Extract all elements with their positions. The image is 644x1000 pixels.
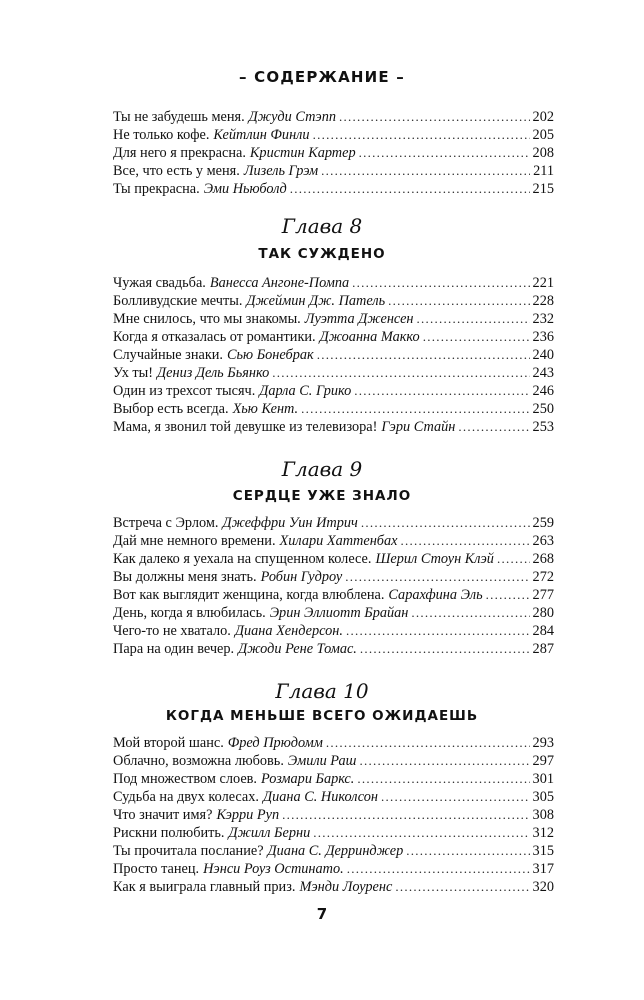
entry-page: 305 <box>532 789 554 805</box>
toc-entry <box>113 841 554 861</box>
entry-page: 301 <box>532 771 554 787</box>
entry-page: 228 <box>532 293 554 309</box>
toc-entry <box>113 273 554 293</box>
entry-title: Как далеко я уехала на спущенном колесе. <box>113 551 372 567</box>
toc-entry <box>113 733 554 753</box>
entry-page: 284 <box>532 623 554 639</box>
dot-leader <box>401 531 530 551</box>
dot-leader <box>352 273 529 293</box>
entry-page: 280 <box>532 605 554 621</box>
entry-title: Ты прекрасна. <box>113 181 200 197</box>
entry-page: 250 <box>532 401 554 417</box>
page-title: – СОДЕРЖАНИЕ – <box>239 68 405 86</box>
entry-title: Судьба на двух колесах. <box>113 789 259 805</box>
entry-page: 243 <box>532 365 554 381</box>
entry-author: Дениз Дель Бьянко <box>157 365 270 381</box>
entry-title: Чужая свадьба. <box>113 275 206 291</box>
entry-author: Луэтта Дженсен <box>304 311 414 327</box>
entry-author: Джилл Берни <box>228 825 311 841</box>
entry-title: Все, что есть у меня. <box>113 163 240 179</box>
entry-title: Вы должны меня знать. <box>113 569 257 585</box>
entry-author: Джоанна Макко <box>319 329 420 345</box>
entry-title: Ух ты! <box>113 365 154 381</box>
dot-leader <box>423 327 530 347</box>
toc-entry <box>113 805 554 825</box>
dot-leader <box>395 877 529 897</box>
toc-entry <box>113 345 554 365</box>
entry-author: Сарахфина Эль <box>388 587 483 603</box>
toc-entry <box>113 291 554 311</box>
entry-author: Джеймин Дж. Патель <box>246 293 386 309</box>
chapter-label: Глава 9 <box>281 457 363 481</box>
entry-title: Один из трехсот тысяч. <box>113 383 256 399</box>
dot-leader <box>326 733 530 753</box>
entry-page: 277 <box>532 587 554 603</box>
dot-leader <box>321 161 530 181</box>
entry-title: Ты не забудешь меня. <box>113 109 245 125</box>
toc-entry <box>113 179 554 199</box>
entry-author: Сью Бонебрак <box>227 347 314 363</box>
dot-leader <box>290 179 530 199</box>
toc-entry <box>113 309 554 329</box>
dot-leader <box>301 399 529 419</box>
dot-leader <box>339 107 530 127</box>
entry-author: Эрин Эллиотт Брайан <box>269 605 409 621</box>
entry-author: Гэри Стайн <box>381 419 456 435</box>
toc-entry <box>113 585 554 605</box>
entry-title: Что значит имя? <box>113 807 213 823</box>
chapter-label: Глава 10 <box>275 679 369 703</box>
entry-page: 287 <box>532 641 554 657</box>
entry-page: 293 <box>532 735 554 751</box>
entry-author: Ванесса Ангоне-Помпа <box>209 275 350 291</box>
dot-leader <box>417 309 530 329</box>
dot-leader <box>359 143 530 163</box>
dot-leader <box>313 125 530 145</box>
entry-page: 320 <box>532 879 554 895</box>
toc-entry <box>113 531 554 551</box>
entry-author: Шерил Стоун Клэй <box>375 551 494 567</box>
entry-title: День, когда я влюбилась. <box>113 605 266 621</box>
entry-title: Когда я отказалась от романтики. <box>113 329 316 345</box>
dot-leader <box>361 513 530 533</box>
entry-author: Джоди Рене Томас. <box>238 641 357 657</box>
entry-page: 268 <box>532 551 554 567</box>
chapter-title: КОГДА МЕНЬШЕ ВСЕГО ОЖИДАЕШЬ <box>165 708 479 724</box>
entry-page: 208 <box>532 145 554 161</box>
toc-entry <box>113 327 554 347</box>
entry-title: Мама, я звонил той девушке из телевизора! <box>113 419 378 435</box>
entry-page: 232 <box>532 311 554 327</box>
entry-page: 221 <box>532 275 554 291</box>
entry-title: Дай мне немного времени. <box>113 533 276 549</box>
dot-leader <box>282 805 529 825</box>
entry-page: 259 <box>532 515 554 531</box>
dot-leader <box>272 363 529 383</box>
toc-entry <box>113 769 554 789</box>
entry-title: Облачно, возможна любовь. <box>113 753 284 769</box>
entry-page: 308 <box>532 807 554 823</box>
dot-leader <box>317 345 530 365</box>
entry-page: 236 <box>532 329 554 345</box>
entry-title: Ты прочитала послание? <box>113 843 264 859</box>
toc-entry <box>113 125 554 145</box>
entry-title: Как я выиграла главный приз. <box>113 879 296 895</box>
entry-page: 312 <box>532 825 554 841</box>
entry-page: 263 <box>532 533 554 549</box>
entry-page: 315 <box>532 843 554 859</box>
entry-title: Просто танец. <box>113 861 200 877</box>
entry-title: Для него я прекрасна. <box>113 145 246 161</box>
entry-author: Диана С. Николсон <box>263 789 378 805</box>
dot-leader <box>313 823 529 843</box>
chapter-title: СЕРДЦЕ УЖЕ ЗНАЛО <box>232 488 412 504</box>
entry-author: Дарла С. Грико <box>259 383 352 399</box>
dot-leader <box>347 859 530 879</box>
page-number: 7 <box>316 905 328 923</box>
chapter-title: ТАК СУЖДЕНО <box>258 246 386 262</box>
entry-page: 246 <box>532 383 554 399</box>
entry-page: 272 <box>532 569 554 585</box>
toc-entry <box>113 143 554 163</box>
entry-page: 215 <box>532 181 554 197</box>
dot-leader <box>388 291 529 311</box>
toc-entry <box>113 381 554 401</box>
toc-entry <box>113 549 554 569</box>
entry-title: Мой второй шанс. <box>113 735 224 751</box>
entry-title: Вот как выглядит женщина, когда влюблена. <box>113 587 385 603</box>
entry-author: Эми Ньюболд <box>203 181 287 197</box>
entry-page: 211 <box>533 163 554 179</box>
entry-title: Выбор есть всегда. <box>113 401 229 417</box>
entry-author: Мэнди Лоуренс <box>299 879 393 895</box>
entry-title: Под множеством слоев. <box>113 771 258 787</box>
dot-leader <box>354 381 529 401</box>
entry-page: 240 <box>532 347 554 363</box>
entry-author: Розмари Баркс. <box>261 771 355 787</box>
toc-entry <box>113 621 554 641</box>
toc-entry <box>113 787 554 807</box>
entry-author: Кейтлин Финли <box>213 127 310 143</box>
entry-author: Лизель Грэм <box>243 163 319 179</box>
toc-entry <box>113 639 554 659</box>
dot-leader <box>406 841 529 861</box>
toc-entry <box>113 513 554 533</box>
entry-title: Пара на один вечер. <box>113 641 235 657</box>
toc-entry <box>113 603 554 623</box>
dot-leader <box>357 769 529 789</box>
entry-author: Кэрри Руп <box>216 807 280 823</box>
dot-leader <box>360 639 530 659</box>
toc-entry <box>113 399 554 419</box>
entry-page: 202 <box>532 109 554 125</box>
dot-leader <box>458 417 529 437</box>
entry-author: Диана С. Дерринджер <box>267 843 404 859</box>
entry-author: Хилари Хаттенбах <box>279 533 398 549</box>
toc-entry <box>113 567 554 587</box>
entry-author: Диана Хендерсон. <box>234 623 343 639</box>
entry-title: Не только кофе. <box>113 127 210 143</box>
dot-leader <box>359 751 529 771</box>
dot-leader <box>381 787 530 807</box>
entry-title: Чего-то не хватало. <box>113 623 231 639</box>
entry-title: Болливудские мечты. <box>113 293 243 309</box>
entry-author: Джуди Стэпп <box>248 109 336 125</box>
entry-author: Эмили Раш <box>287 753 357 769</box>
entry-page: 297 <box>532 753 554 769</box>
toc-entry <box>113 363 554 383</box>
entry-page: 205 <box>532 127 554 143</box>
entry-author: Фред Прюдомм <box>227 735 323 751</box>
entry-author: Хью Кент. <box>232 401 299 417</box>
dot-leader <box>486 585 530 605</box>
entry-author: Робин Гудроу <box>260 569 343 585</box>
entry-page: 253 <box>532 419 554 435</box>
toc-entry <box>113 823 554 843</box>
toc-entry <box>113 877 554 897</box>
entry-title: Случайные знаки. <box>113 347 223 363</box>
toc-entry <box>113 751 554 771</box>
entry-author: Джеффри Уин Итрич <box>222 515 358 531</box>
dot-leader <box>345 567 529 587</box>
entry-title: Мне снилось, что мы знакомы. <box>113 311 301 327</box>
toc-entry <box>113 859 554 879</box>
entry-title: Встреча с Эрлом. <box>113 515 219 531</box>
entry-author: Кристин Картер <box>249 145 356 161</box>
dot-leader <box>497 549 530 569</box>
entry-title: Рискни полюбить. <box>113 825 225 841</box>
toc-entry <box>113 417 554 437</box>
toc-entry <box>113 107 554 127</box>
entry-author: Нэнси Роуз Остинато. <box>203 861 344 877</box>
dot-leader <box>346 621 530 641</box>
entry-page: 317 <box>532 861 554 877</box>
toc-entry <box>113 161 554 181</box>
chapter-label: Глава 8 <box>281 214 363 238</box>
dot-leader <box>411 603 529 623</box>
